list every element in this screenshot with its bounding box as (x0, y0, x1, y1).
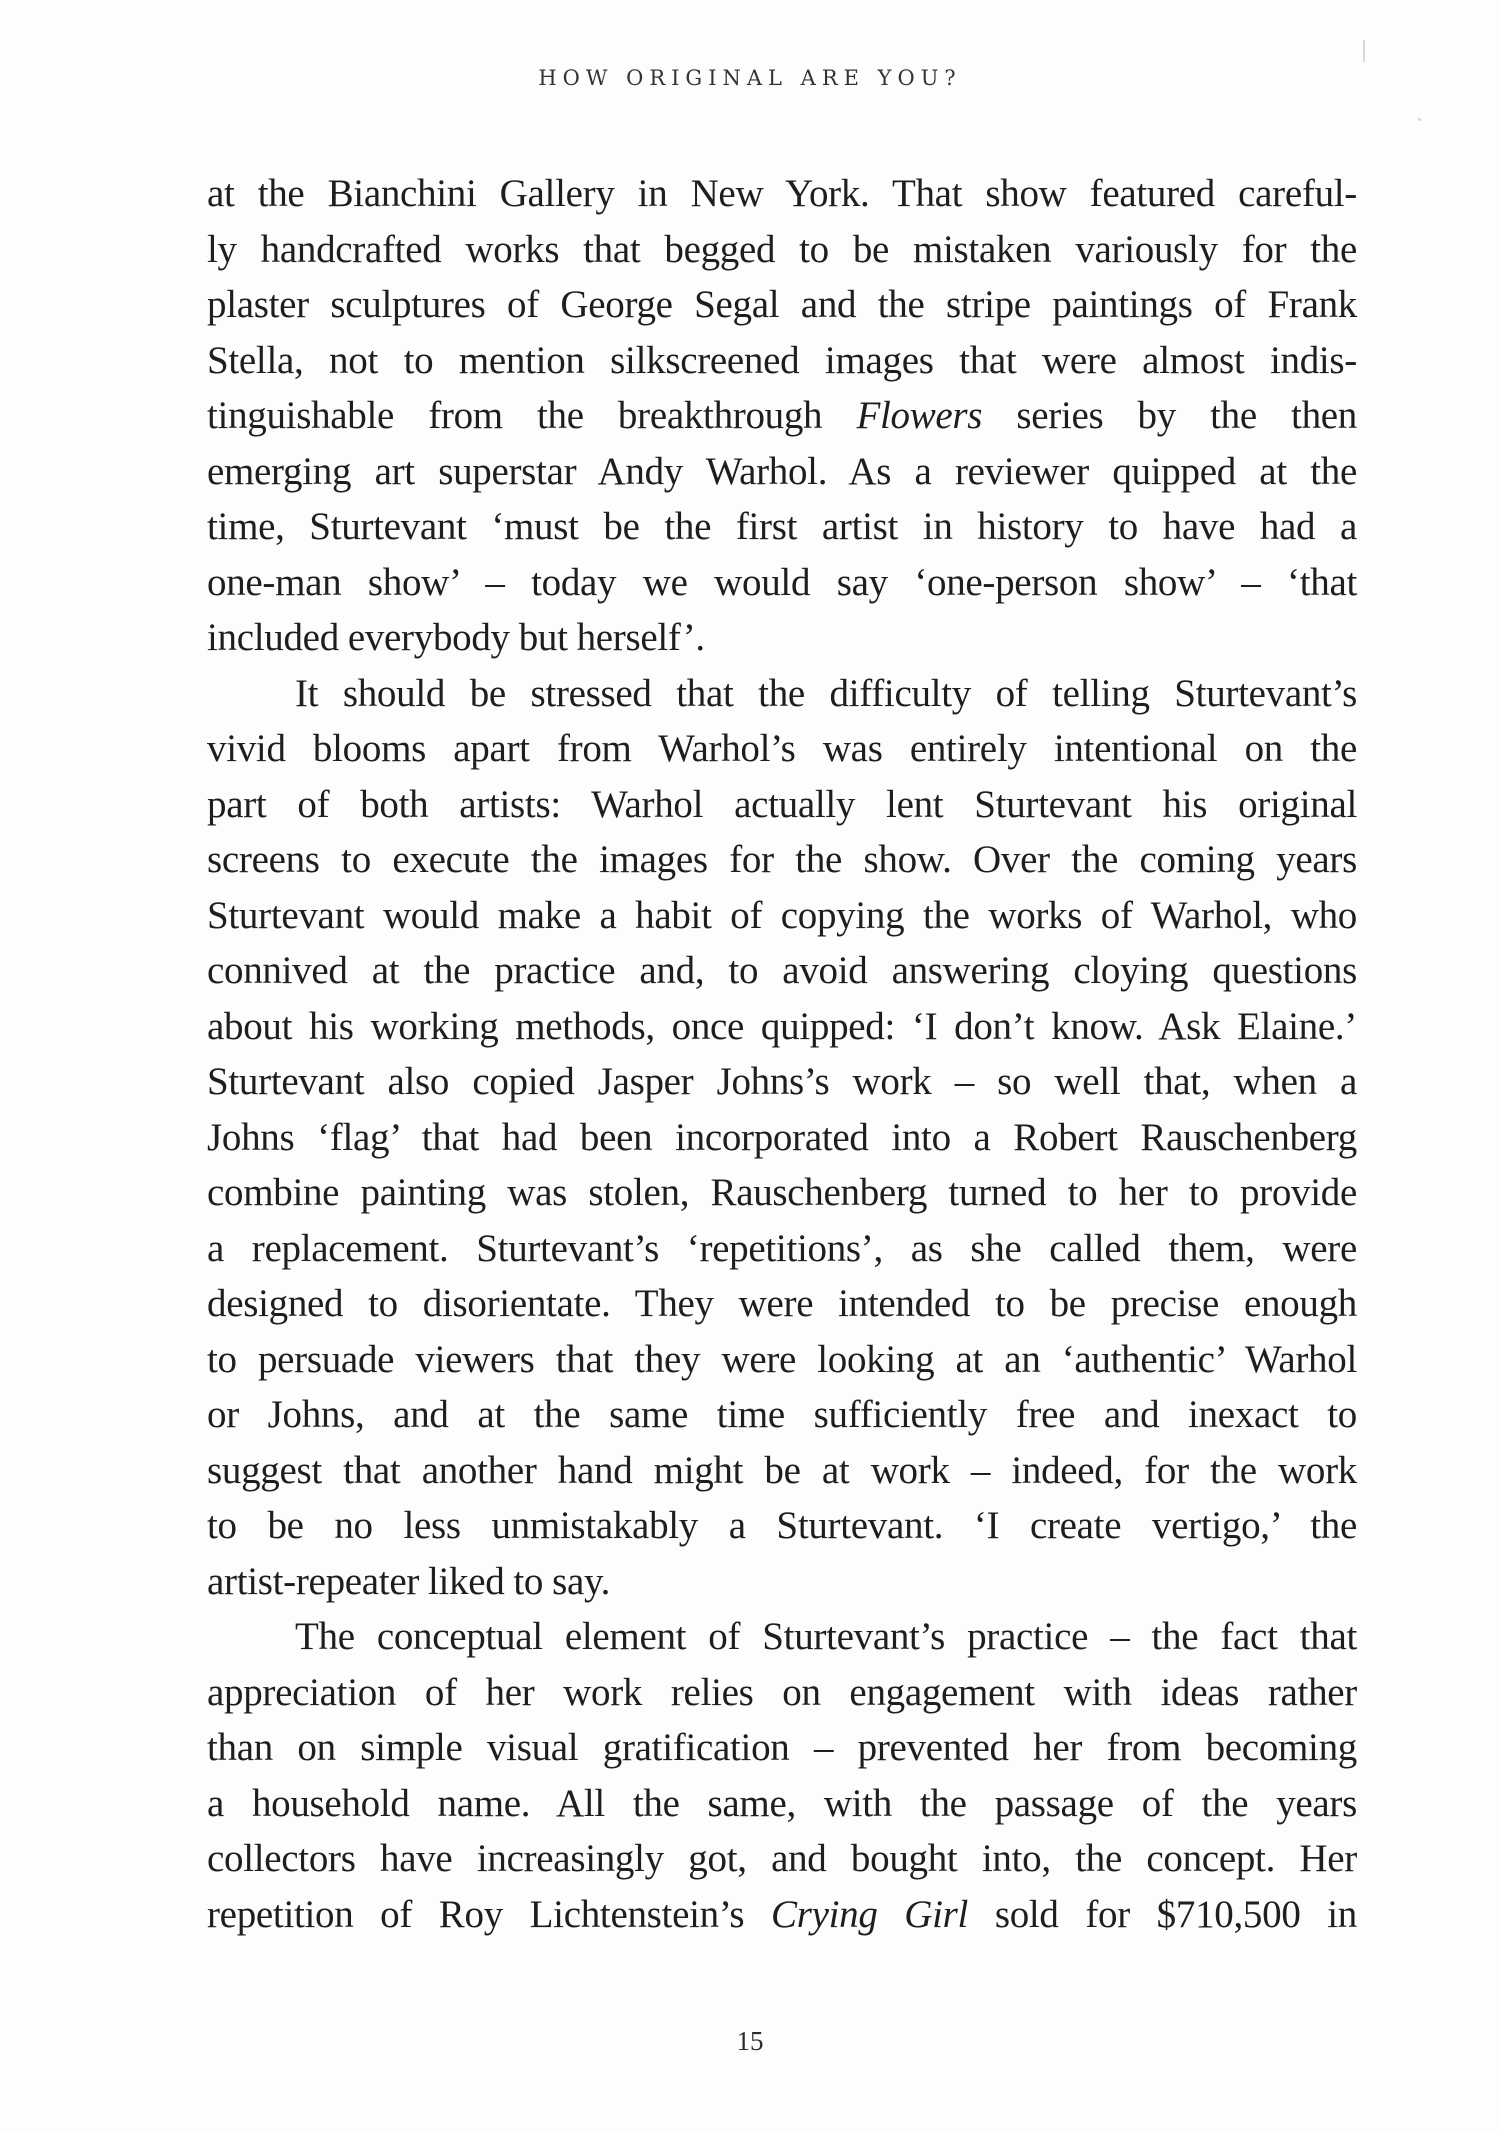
italic-title: Crying Girl (770, 1892, 969, 1936)
text-line: or Johns, and at the same time sufficiently free and inexact to (207, 1393, 1357, 1436)
text-line: emerging art superstar Andy Warhol. As a reviewer quipped at the (207, 449, 1357, 493)
text-line (207, 1887, 1357, 1943)
text-line: The conceptual element of Sturtevant’s practice – the fact that (295, 1615, 1357, 1658)
running-head: HOW ORIGINAL ARE YOU? (538, 66, 962, 90)
text-line: included everybody but herself’. (207, 616, 705, 659)
text-line: time, Sturtevant ‘must be the first artist in history to have had a (207, 505, 1357, 548)
text-line: Stella, not to mention silkscreened images that were almost indis- (207, 338, 1357, 382)
text-line: It should be stressed that the difficulty of telling Sturtevant’s (295, 671, 1357, 715)
text-run: tinguishable from the breakthrough (207, 394, 857, 437)
text-line: combine painting was stolen, Rauschenberg turned to her to provide (207, 1171, 1357, 1214)
text-line: a replacement. Sturtevant’s ‘repetitions’, as she called them, were (207, 1226, 1357, 1270)
text-line: Sturtevant also copied Jasper Johns’s work – so well that, when a (207, 1060, 1357, 1103)
page-number: 15 (736, 2026, 764, 2056)
text-line (207, 388, 1357, 444)
text-run: series by the then (982, 394, 1358, 437)
text-line: about his working methods, once quipped: ‘I don’t know. Ask Elaine.’ (207, 1004, 1357, 1048)
scan-artifact (1363, 40, 1365, 62)
text-line: plaster sculptures of George Segal and the stripe paintings of Frank (207, 283, 1357, 326)
text-line: ly handcrafted works that begged to be mistaken variously for the (207, 227, 1357, 271)
text-line: at the Bianchini Gallery in New York. That show featured careful- (207, 172, 1357, 215)
text-line: one-man show’ – today we would say ‘one-person show’ – ‘that (207, 560, 1357, 604)
text-line: than on simple visual gratification – prevented her from becoming (207, 1726, 1357, 1769)
italic-title: Flowers (856, 394, 983, 437)
text-line: a household name. All the same, with the passage of the years (207, 1781, 1357, 1825)
scan-artifact (1418, 118, 1421, 121)
text-line: connived at the practice and, to avoid answering cloying questions (207, 949, 1357, 992)
text-run: repetition of Roy Lichtenstein’s (207, 1892, 771, 1936)
text-line: appreciation of her work relies on engagement with ideas rather (207, 1670, 1357, 1714)
text-line: Johns ‘flag’ that had been incorporated into a Robert Rauschenberg (207, 1115, 1357, 1159)
text-line: to persuade viewers that they were looking at an ‘authentic’ Warhol (207, 1337, 1357, 1381)
text-line: to be no less unmistakably a Sturtevant. ‘I create vertigo,’ the (207, 1504, 1357, 1547)
text-line: collectors have increasingly got, and bought into, the concept. Her (207, 1837, 1357, 1880)
body-text (207, 166, 1357, 1942)
text-line: screens to execute the images for the show. Over the coming years (207, 838, 1357, 881)
text-line: designed to disorientate. They were intended to be precise enough (207, 1282, 1357, 1325)
text-run: sold for $710,500 in (968, 1892, 1357, 1936)
text-line: suggest that another hand might be at work – indeed, for the work (207, 1448, 1357, 1492)
text-line: part of both artists: Warhol actually lent Sturtevant his original (207, 782, 1357, 826)
text-line: vivid blooms apart from Warhol’s was entirely intentional on the (207, 727, 1357, 770)
text-line: Sturtevant would make a habit of copying the works of Warhol, who (207, 893, 1357, 937)
text-line: artist-repeater liked to say. (207, 1559, 611, 1603)
